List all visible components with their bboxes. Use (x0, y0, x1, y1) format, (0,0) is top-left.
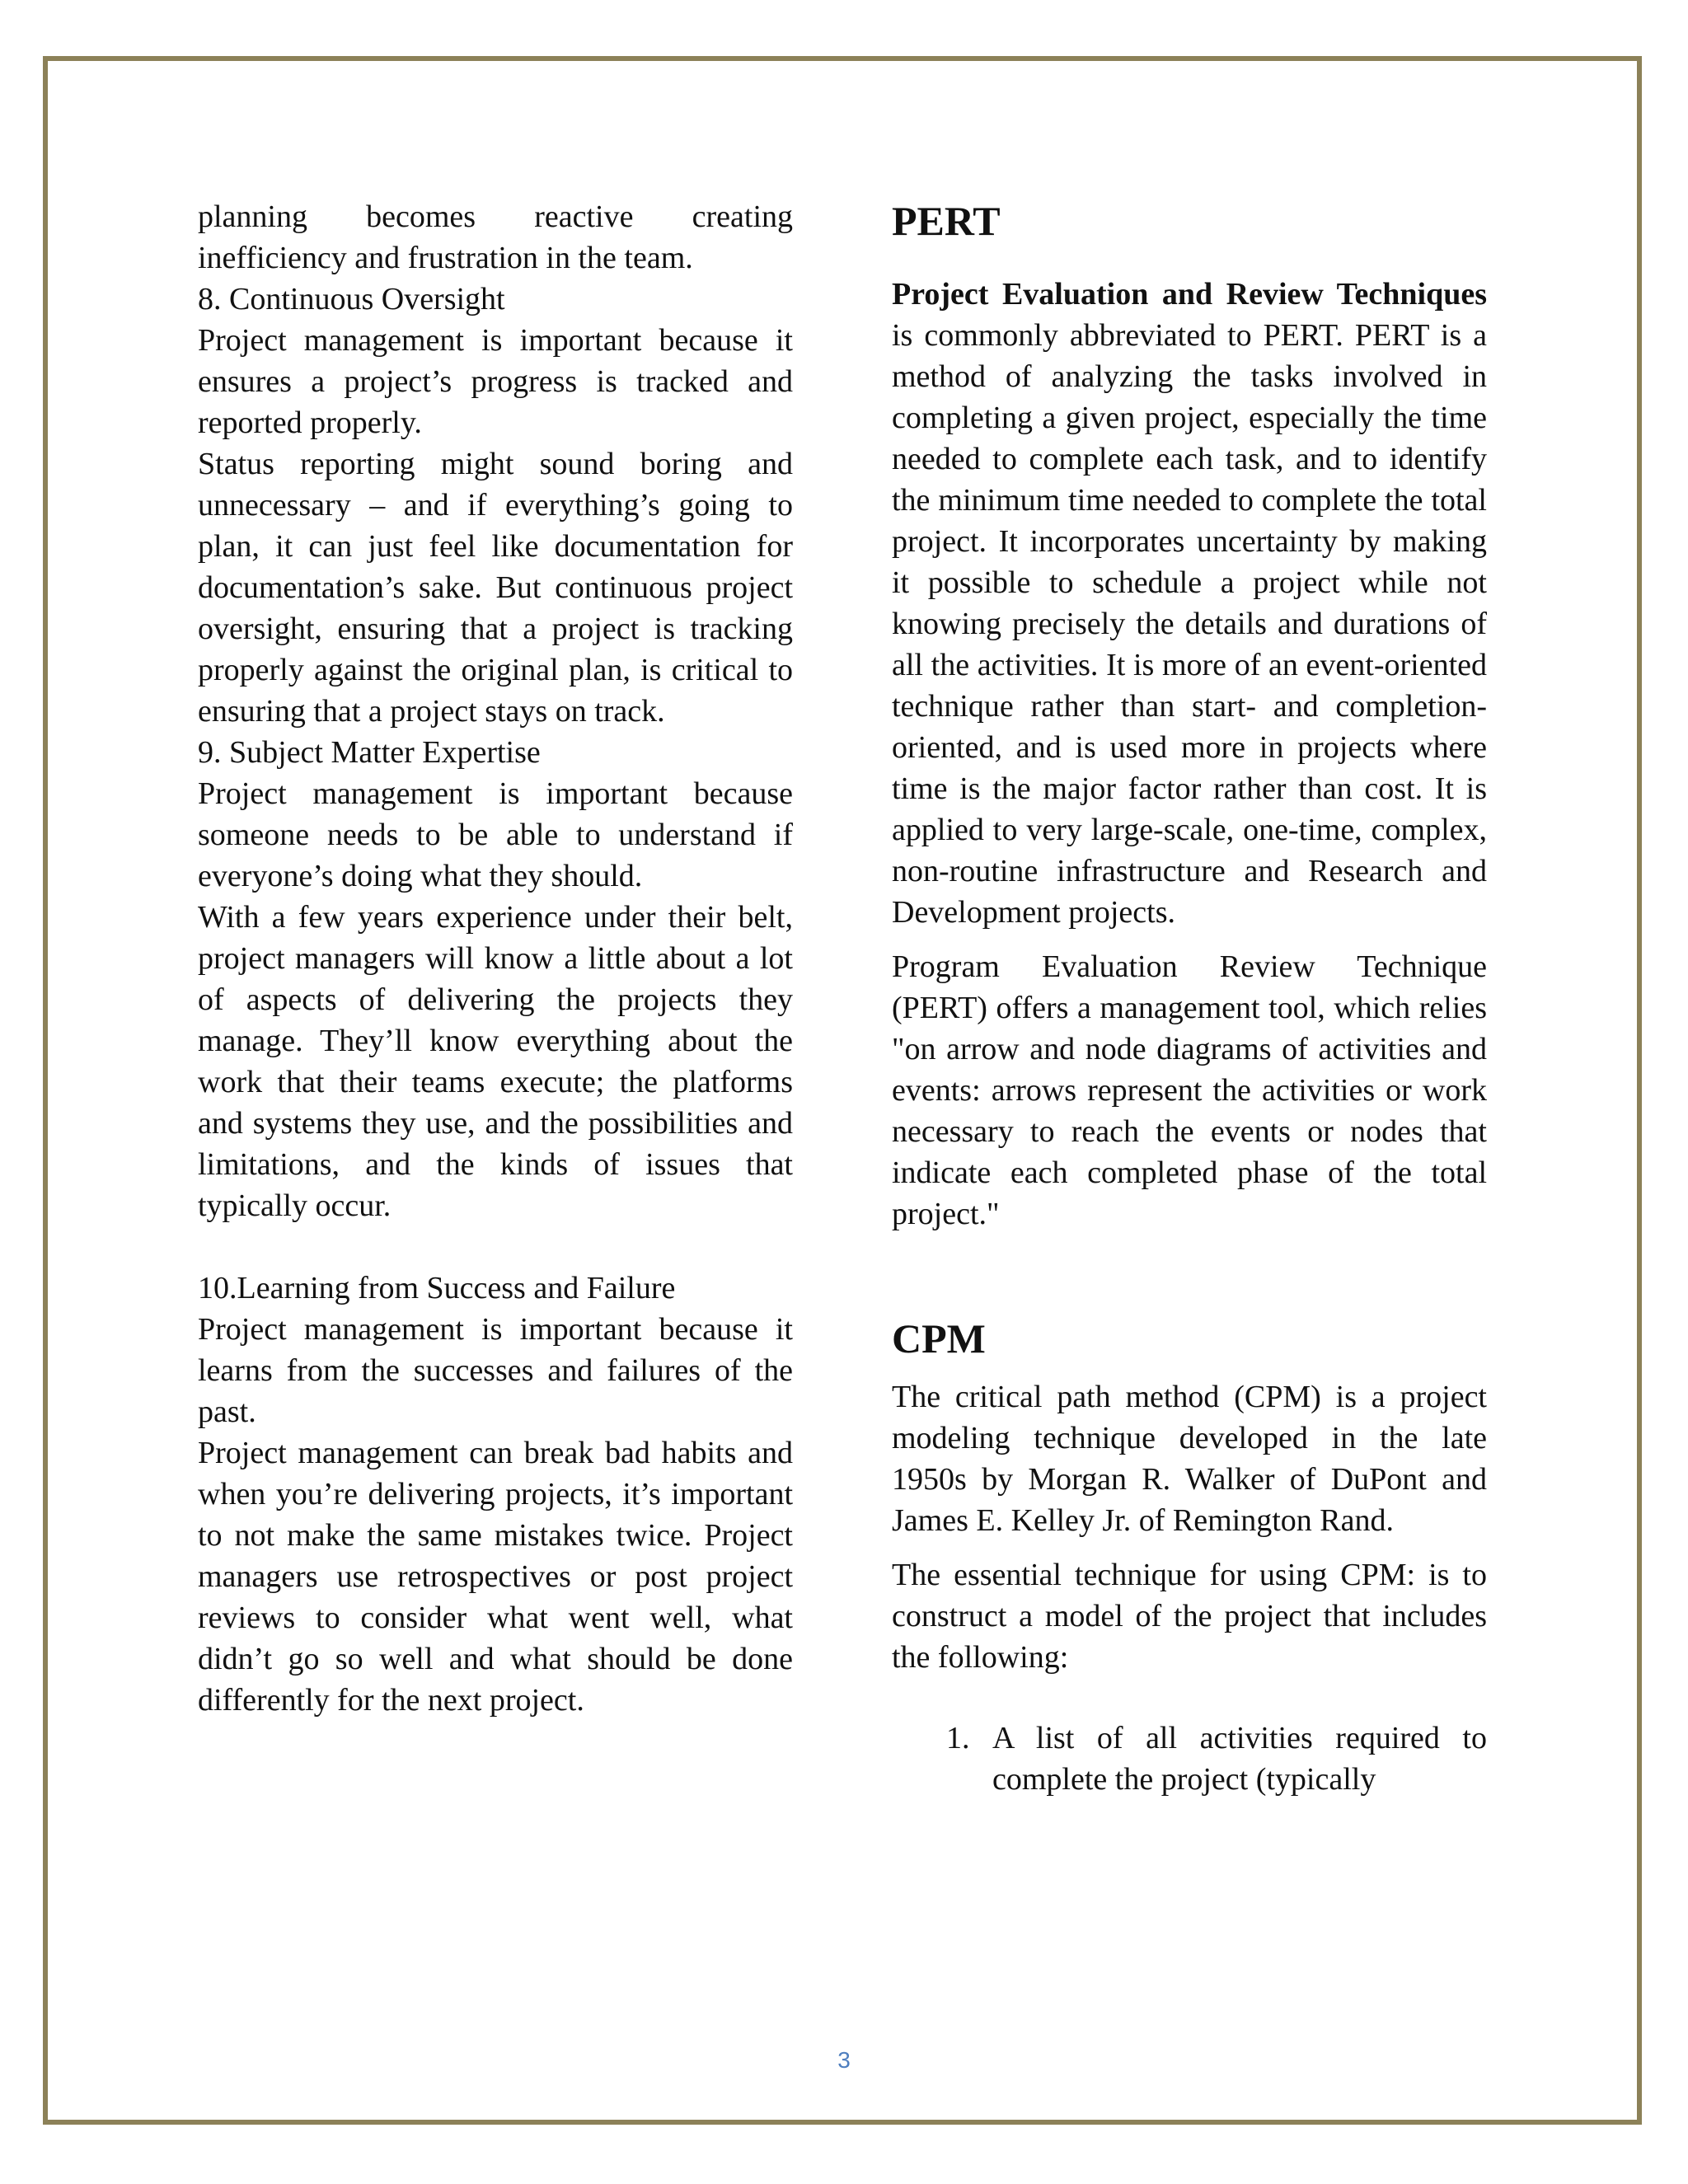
intro-paragraph: planning becomes reactive creating inefficiency and frustration in the team. (198, 199, 793, 275)
section-9-paragraph-2: With a few years experience under their belt, project managers will know a little about a lot of aspects of delivering the projects they manage. They’ll know everything about the work that their teams execute; the platforms and systems they use, and the possibilities and limitations, and the kinds of issues that typically occur. (198, 900, 793, 1223)
section-8-paragraph-2: Status reporting might sound boring and unnecessary – and if everything’s going to plan, it can just feel like documentation for documentation’s sake. But continuous project oversight, ensuring that a project is tracking properly against the original plan, is critical to ensuring that a project stays on track. (198, 447, 793, 729)
pert-paragraph-2: Program Evaluation Review Technique (PERT) offers a management tool, which relies "on arrow and node diagrams of activities and events: arrows represent the activities or work necessary to reach the events or nodes that indicate each completed phase of the total project." (892, 949, 1487, 1231)
list-item-number: 1. (946, 1721, 970, 1755)
section-10-paragraph-2: Project management can break bad habits and when you’re delivering projects, it’s important to not make the same mistakes twice. Project managers use retrospectives or post project reviews to consider what went well, what didn’t go so well and what should be done differently for the next project. (198, 1436, 793, 1718)
section-8-paragraph-1: Project management is important because it ensures a project’s progress is tracked and reported properly. (198, 323, 793, 440)
pert-bold-lead: Project Evaluation and Review Techniques (892, 277, 1487, 312)
left-column (198, 196, 793, 1721)
pert-paragraph-1-text: is commonly abbreviated to PERT. PERT is a method of analyzing the tasks involved in completing a given project, especially the time needed to complete each task, and to identify the minimum time needed to complete the total project. It incorporates uncertainty by making it possible to schedule a project while not knowing precisely the details and durations of all the activities. It is more of an event-oriented technique rather than start- and completion-oriented, and is used more in projects where time is the major factor rather than cost. It is applied to very large-scale, one-time, complex, non-routine infrastructure and Research and Development projects. (892, 318, 1487, 930)
list-item (892, 1718, 1487, 1800)
cpm-paragraph-2: The essential technique for using CPM: is to construct a model of the project that includes the following: (892, 1558, 1487, 1675)
right-column (892, 196, 1487, 1800)
cpm-list (892, 1718, 1487, 1800)
pert-paragraph-1 (892, 274, 1487, 933)
section-9-paragraph-1: Project management is important because someone needs to be able to understand if everyone’s doing what they should. (198, 776, 793, 893)
cpm-heading: CPM (892, 1315, 986, 1361)
list-item-text: A list of all activities required to complete the project (typically (992, 1721, 1487, 1797)
section-10-heading: 10.Learning from Success and Failure (198, 1271, 676, 1305)
section-8-heading: 8. Continuous Oversight (198, 282, 505, 316)
page-number: 3 (837, 2047, 851, 2073)
section-10-paragraph-1: Project management is important because it learns from the successes and failures of the past. (198, 1312, 793, 1429)
pert-heading: PERT (892, 198, 1001, 244)
section-9-heading: 9. Subject Matter Expertise (198, 735, 541, 770)
cpm-paragraph-1: The critical path method (CPM) is a project modeling technique developed in the late 1950s by Morgan R. Walker of DuPont and James E. Kelley Jr. of Remington Rand. (892, 1380, 1487, 1538)
